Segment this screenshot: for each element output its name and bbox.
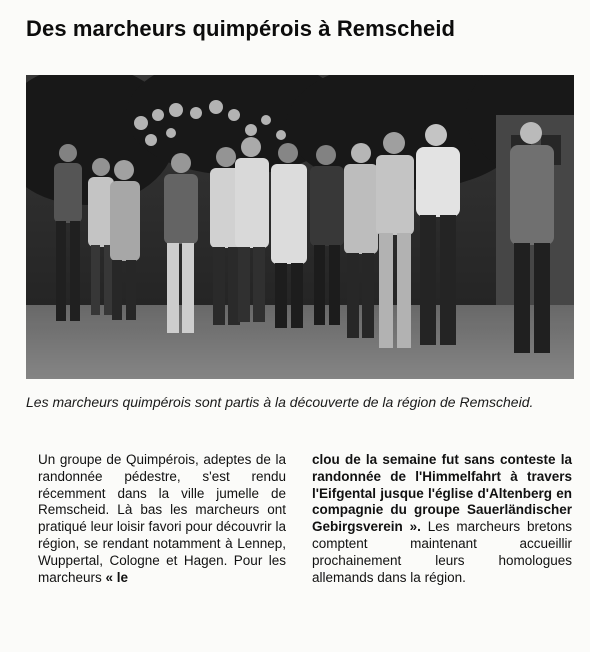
article-column-left [38,452,286,586]
group-photo-image [26,75,574,379]
article-paragraph-right [312,452,572,586]
body-right-bold-text: clou de la semaine fut sans conteste la randonnée de l'Himmelfahrt à travers l'Eifgental jusque l'église d'Altenberg en compagnie du groupe Sauerländischer Gebirgsverein ». [312,452,572,535]
article-headline: Des marcheurs quimpérois à Remscheid [26,16,456,41]
body-left-text: Un groupe de Quimpérois, adeptes de la randonnée pédestre, s'est rendu récemment dans la ville jumelle de Remscheid. Là bas les marcheurs ont pratiqué leur loisir favori pour découvrir la région, se rendant notamment à Lennep, Wuppertal, Cologne et Hagen. Pour les marcheurs [38,452,286,585]
body-left-bold-text: « le [105,569,129,585]
group-photo [26,75,574,379]
photo-caption: Les marcheurs quimpérois sont partis à la découverte de la région de Remscheid. [26,394,534,410]
article-column-right [312,452,572,586]
article-paragraph-left [38,452,286,586]
body-right-text: Les marcheurs bretons comptent maintenant accueillir prochainement leurs homologues allemands dans la région. [312,519,572,585]
